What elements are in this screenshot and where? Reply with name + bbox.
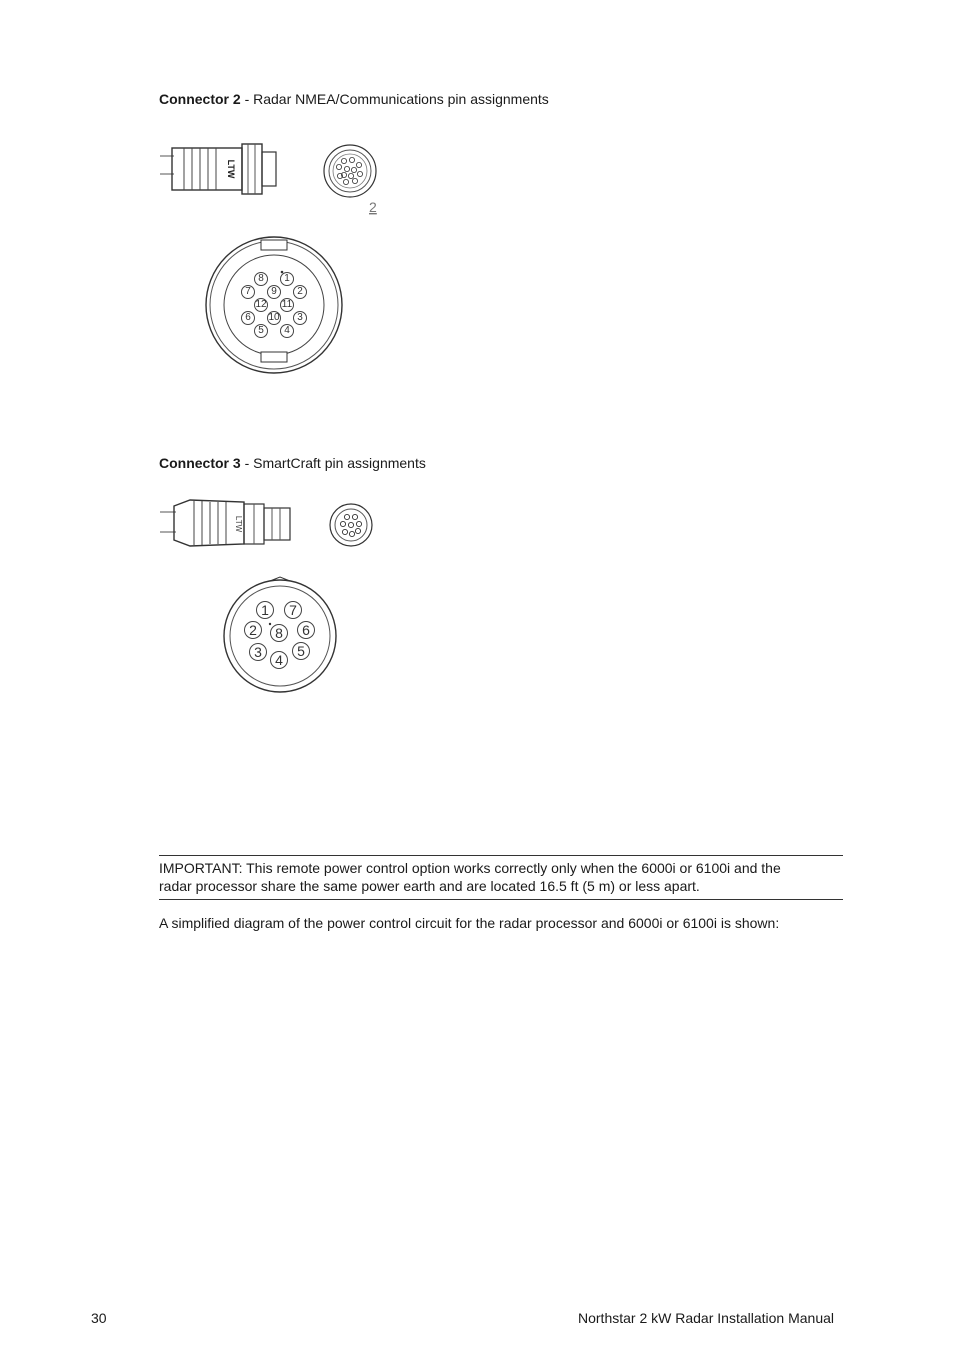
connector-2-pin-2: 2 [293,285,307,299]
connector-3-pin-7: 7 [284,601,302,619]
connector-2-pin-3: 3 [293,311,307,325]
connector-2-pin-1: 1 [280,272,294,286]
connector-2-heading [159,91,549,107]
connector-3-pin-3: 3 [249,643,267,661]
connector-3-side-view [160,494,300,554]
connector-3-pin-2: 2 [244,621,262,639]
connector-3-title: Connector 3 [159,455,241,471]
connector-2-title: Connector 2 [159,91,241,107]
connector-2-pin-9: 9 [267,285,281,299]
connector-2-pin-6: 6 [241,311,255,325]
connector-3-pin-8: 8 [270,624,288,642]
connector-3-pin-1: 1 [256,601,274,619]
connector-3-pin-4: 4 [270,651,288,669]
important-top-rule [159,855,843,856]
connector-2-pin-layer [200,232,350,382]
important-line-2: radar processor share the same power earth and are located 16.5 ft (5 m) or less apart. [159,878,700,894]
important-line-1: IMPORTANT: This remote power control option works correctly only when the 6000i or 6100i and the [159,860,781,876]
connector-3-pin-5: 5 [292,642,310,660]
connector-3-heading [159,455,426,471]
connector-2-pin-8: 8 [254,272,268,286]
manual-title: Northstar 2 kW Radar Installation Manual [578,1310,834,1326]
connector-2-body-label: LTW [226,159,236,179]
connector-2-subtitle: - Radar NMEA/Communications pin assignments [240,91,549,107]
connector-3-body-label: LTW [234,515,243,533]
connector-3-pin-6: 6 [297,621,315,639]
connector-2-pin-11: 11 [281,299,293,310]
simplified-diagram-text: A simplified diagram of the power control circuit for the radar processor and 6000i or 6100i is shown: [159,915,780,931]
connector-2-pin-4: 4 [280,324,294,338]
important-note [159,859,843,895]
connector-2-pin-10: 10 [268,312,280,323]
connector-2-pin-5: 5 [254,324,268,338]
important-bottom-rule [159,899,843,900]
connector-2-small-end-view [322,140,382,220]
connector-2-pin-7: 7 [241,285,255,299]
connector-2-pin-12: 12 [255,299,267,310]
connector-2-side-view [160,138,290,198]
connector-3-pin-layer [218,574,343,699]
page-number: 30 [91,1310,107,1326]
connector-3-small-end-view [326,500,376,550]
connector-3-subtitle: - SmartCraft pin assignments [240,455,426,471]
connector-2-face-label: 2 [369,199,377,215]
